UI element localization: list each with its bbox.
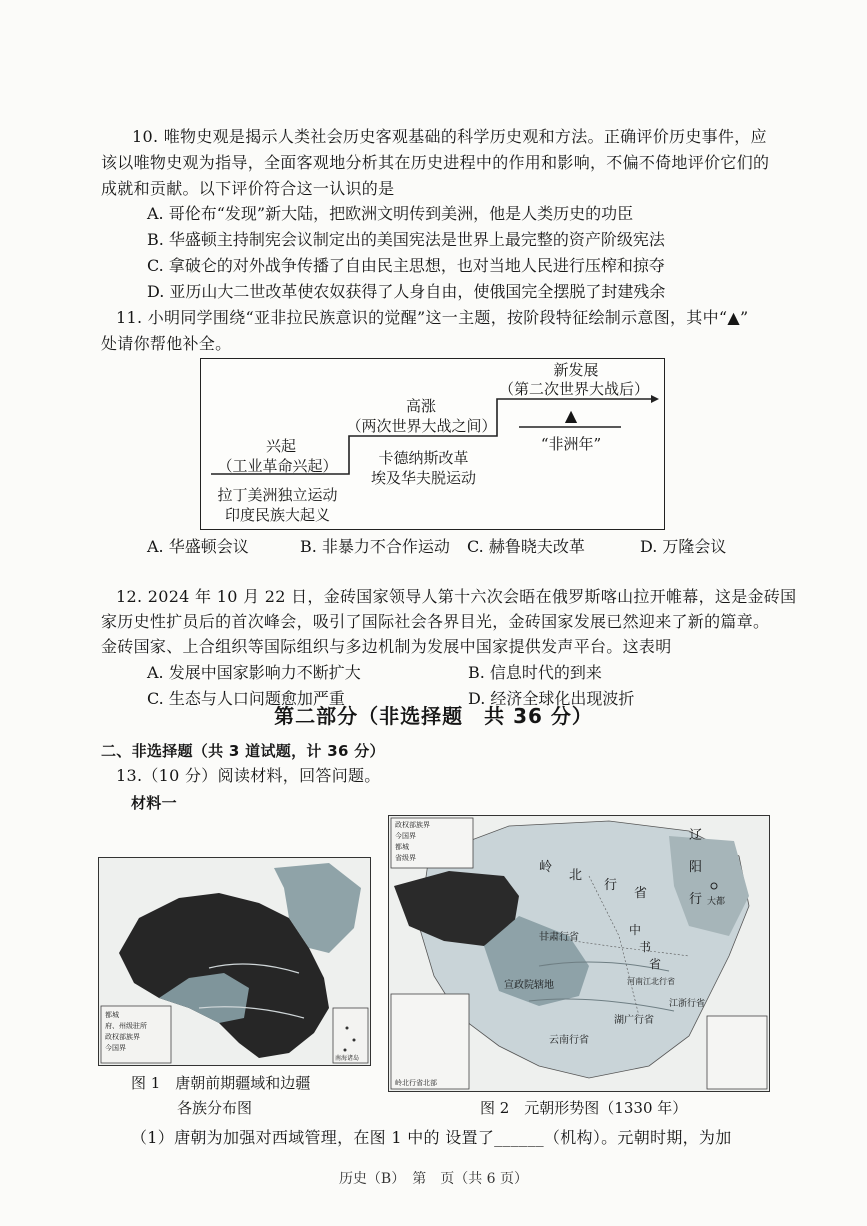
q10-option-a: A. 哥伦布“发现”新大陆，把欧洲文明传到美洲，他是人类历史的功臣 bbox=[147, 204, 634, 223]
legend-regime-border: 政权部族界 bbox=[395, 821, 430, 829]
label-gansu: 甘肃行省 bbox=[539, 932, 579, 943]
q11-stem-line1: 11. 小明同学围绕“亚非拉民族意识的觉醒”这一主题，按阶段特征绘制示意图，其中“▲” bbox=[116, 308, 749, 327]
label-sheng: 省 bbox=[634, 886, 648, 901]
q12-option-d: D. 经济全球化出现波折 bbox=[468, 689, 635, 708]
label-bei: 北 bbox=[569, 868, 583, 883]
material-one-label: 材料一 bbox=[131, 794, 177, 812]
q10-option-b: B. 华盛顿主持制宪会议制定出的美国宪法是世界上最完整的资产阶级宪法 bbox=[147, 230, 665, 249]
label-xuanzheng: 宣政院辖地 bbox=[504, 980, 554, 991]
stage2-title: 高涨 bbox=[405, 397, 436, 415]
q11-stem-line2: 处请你帮他补全。 bbox=[101, 334, 232, 353]
map2-caption: 图 2 元朝形势图（1330 年） bbox=[480, 1099, 688, 1117]
map1-caption-line2: 各族分布图 bbox=[177, 1099, 253, 1117]
label-liao: 辽 bbox=[689, 828, 703, 843]
label-dadu: 大都 bbox=[707, 897, 726, 907]
label-zhong: 中 bbox=[629, 923, 642, 937]
part2-heading: 二、非选择题（共 3 道试题，计 36 分） bbox=[101, 742, 385, 760]
q11-option-c: C. 赫鲁晓夫改革 bbox=[467, 537, 585, 556]
q10-stem-line1: 10. 唯物史观是揭示人类社会历史客观基础的科学历史观和方法。正确评价历史事件，应 bbox=[132, 127, 767, 146]
stage1-item-latin-america: 拉丁美洲独立运动 bbox=[217, 486, 338, 504]
stage2-item-cardenas: 卡德纳斯改革 bbox=[378, 449, 469, 467]
q10-option-d: D. 亚历山大二世改革使农奴获得了人身自由，使俄国完全摆脱了封建残余 bbox=[147, 282, 666, 301]
map1-inset-label: 南海诸岛 bbox=[335, 1055, 360, 1062]
label-yunnan: 云南行省 bbox=[549, 1035, 589, 1046]
stage1-title: 兴起 bbox=[265, 437, 296, 455]
map1-caption-line1: 图 1 唐朝前期疆域和边疆 bbox=[131, 1074, 311, 1092]
stage1-item-india: 印度民族大起义 bbox=[224, 506, 330, 524]
q10-option-c: C. 拿破仑的对外战争传播了自由民主思想，也对当地人民进行压榨和掠夺 bbox=[147, 256, 665, 275]
legend-national-border: 今国界 bbox=[395, 832, 416, 840]
legend-capital: 都城 bbox=[395, 843, 409, 851]
q13-stem: 13.（10 分）阅读材料，回答问题。 bbox=[116, 766, 381, 785]
map2-inset-label: 岭北行省北部 bbox=[395, 1079, 437, 1087]
yuan-territory-map bbox=[389, 816, 769, 1091]
label-xing2: 行 bbox=[689, 892, 703, 907]
q13-part1: （1）唐朝为加强对西域管理，在图 1 中的 设置了______（机构）。元朝时期，为加 bbox=[131, 1128, 732, 1147]
q11-option-a: A. 华盛顿会议 bbox=[147, 537, 249, 556]
label-jiangzhe: 江浙行省 bbox=[669, 999, 706, 1009]
label-xing: 行 bbox=[604, 878, 618, 893]
triangle-icon: ▲ bbox=[564, 406, 578, 425]
q10-stem-line3: 成就和贡献。以下评价符合这一认识的是 bbox=[101, 179, 395, 198]
q12-option-b: B. 信息时代的到来 bbox=[468, 663, 602, 682]
map-tang-dynasty bbox=[98, 857, 371, 1066]
label-yang: 阳 bbox=[689, 860, 703, 875]
stage2-item-wafd: 埃及华夫脱运动 bbox=[370, 469, 476, 487]
label-huguang: 湖广行省 bbox=[614, 1015, 654, 1026]
q10-stem-line2: 该以唯物史观为指导，全面客观地分析其在历史进程中的作用和影响，不偏不倚地评价它们的 bbox=[101, 153, 770, 172]
q11-option-b: B. 非暴力不合作运动 bbox=[300, 537, 450, 556]
stage3-item-africa-year: “非洲年” bbox=[540, 435, 602, 453]
map-yuan-dynasty bbox=[388, 815, 770, 1092]
legend-national-border: 今国界 bbox=[105, 1044, 126, 1052]
legend-prefecture: 府、州级驻所 bbox=[105, 1022, 147, 1030]
q12-stem-line2: 家历史性扩员后的首次峰会，吸引了国际社会各界目光，金砖国家发展已然迎来了新的篇章。 bbox=[101, 612, 770, 631]
q12-stem-line1: 12. 2024 年 10 月 22 日，金砖国家领导人第十六次会晤在俄罗斯喀山拉开帷幕，这是金砖国 bbox=[116, 587, 797, 606]
label-henan: 河南江北行省 bbox=[627, 977, 675, 986]
legend-province-border: 省级界 bbox=[395, 854, 416, 862]
q12-stem-line3: 金砖国家、上合组织等国际组织与多边机制为发展中国家提供发声平台。这表明 bbox=[101, 637, 672, 656]
stage1-subtitle: （工业革命兴起） bbox=[217, 457, 338, 475]
stage-diagram bbox=[200, 358, 665, 530]
stage2-subtitle: （两次世界大战之间） bbox=[346, 417, 497, 435]
q12-option-c: C. 生态与人口问题愈加严重 bbox=[147, 689, 345, 708]
legend-capital: 都城 bbox=[105, 1011, 119, 1019]
page-footer: 历史（B） 第 页（共 6 页） bbox=[338, 1171, 529, 1187]
label-sheng2: 省 bbox=[649, 957, 662, 971]
part2-title: 第二部分（非选择题 共 36 分） bbox=[274, 704, 593, 728]
legend-regime-border: 政权部族界 bbox=[105, 1033, 140, 1041]
stage3-title: 新发展 bbox=[553, 361, 599, 379]
q11-option-d: D. 万隆会议 bbox=[640, 537, 727, 556]
stage3-subtitle: （第二次世界大战后） bbox=[498, 380, 649, 398]
label-ling: 岭 bbox=[539, 860, 553, 875]
label-shu: 书 bbox=[639, 940, 652, 954]
q12-option-a: A. 发展中国家影响力不断扩大 bbox=[147, 663, 361, 682]
